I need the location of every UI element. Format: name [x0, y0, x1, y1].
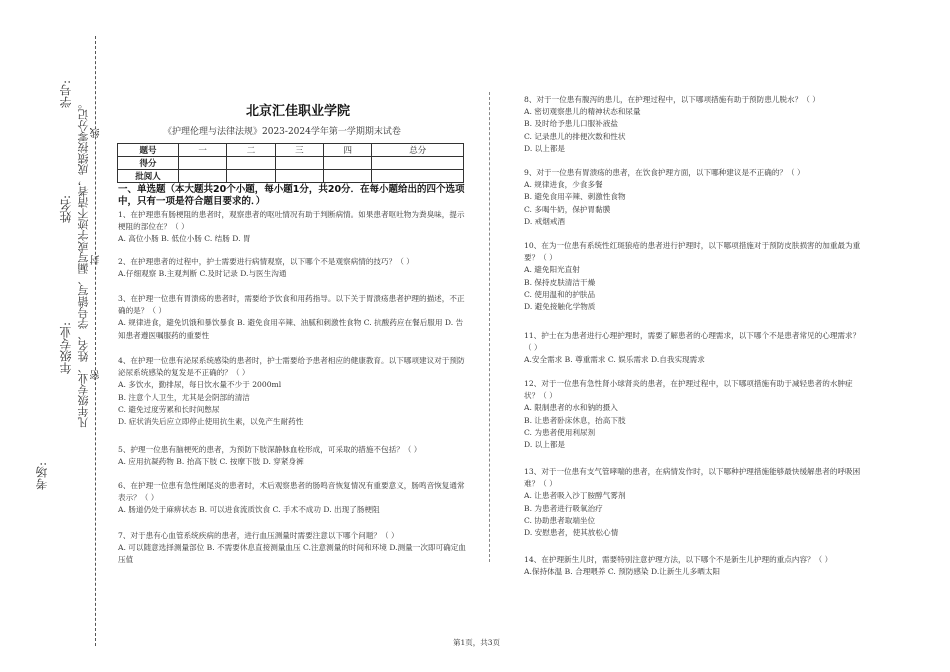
question — [118, 530, 468, 567]
binding-seal-mark: 封 — [91, 255, 102, 265]
question-option: B. 注意个人卫生，尤其是会阴部的清洁 — [118, 392, 250, 402]
question-option: C. 协助患者取端坐位 — [524, 515, 596, 525]
score-header-cell: 四 — [324, 144, 372, 157]
question — [118, 293, 468, 342]
question-option: A. 限制患者的水和钠的摄入 — [524, 403, 618, 413]
question — [524, 240, 864, 313]
score-header-cell: 总分 — [372, 144, 464, 157]
question — [118, 256, 468, 280]
question — [118, 480, 468, 517]
question-option: A. 让患者吸入沙丁胺醇气雾剂 — [524, 491, 626, 501]
question-stem: 7、对于患有心血管系统疾病的患者，进行血压测量时需要注意以下哪个问题？（ ） — [118, 531, 399, 540]
binding-margin — [0, 0, 110, 672]
score-cell — [275, 170, 323, 183]
question-stem: 14、在护理新生儿时，需要特别注意护理方法，以下哪个不是新生儿护理的重点内容？（ ） — [524, 555, 833, 564]
question-option: C. 避免过度劳累和长时间憋尿 — [118, 404, 220, 414]
score-table-header-row — [118, 144, 464, 157]
question-option: B. 及时给予患儿口服补液盐 — [524, 119, 618, 129]
question-stem: 11、护士在为患者进行心理护理时，需要了解患者的心理需求，以下哪个不是患者常见的心理需求？（ ） — [524, 331, 861, 353]
student-id-label: 学号: — [59, 80, 73, 109]
question — [524, 94, 864, 155]
question-option: B. 为患者进行吸氧治疗 — [524, 503, 603, 513]
grade-major-label: 年级专业: — [59, 322, 73, 375]
question-option: A. 应用抗凝药物 B. 抬高下肢 C. 按摩下肢 D. 穿紧身裤 — [118, 457, 304, 467]
score-header-cell: 二 — [227, 144, 275, 157]
question-option: C. 为患者使用利尿剂 — [524, 427, 596, 437]
score-cell — [372, 157, 464, 170]
question — [524, 466, 864, 539]
score-cell — [227, 157, 275, 170]
question-stem: 5、护理一位患有脑梗死的患者，为预防下肢深静脉血栓形成，可采取的措施不包括？（ ） — [118, 445, 422, 454]
question — [118, 444, 468, 468]
exam-site-label: 考场: — [35, 462, 49, 491]
question-option: A. 规律进食，少食多餐 — [524, 180, 603, 190]
question-stem: 1、在护理患有肠梗阻的患者时，观察患者的呕吐情况有助于判断病情。如果患者呕吐物为粪臭味，提示梗阻的部位在？（ ） — [118, 210, 465, 232]
question-option: D. 以上都是 — [524, 143, 566, 153]
score-row-label: 批阅人 — [118, 170, 179, 183]
question-stem: 6、在护理一位患有急性阑尾炎的患者时，术后观察患者的肠鸣音恢复情况有重要意义，肠鸣音恢复通常表示？（ ） — [118, 481, 465, 503]
page-footer: 第1页，共3页 — [453, 638, 501, 647]
exam-title: 《护理伦理与法律法规》2023-2024学年第一学期期末试卷 — [163, 127, 401, 137]
score-header-cell: 一 — [179, 144, 227, 157]
question-option: D. 安慰患者，使其放松心情 — [524, 528, 619, 538]
column-divider — [489, 92, 490, 562]
question — [524, 378, 864, 451]
binding-secret-mark: 密 — [91, 370, 102, 380]
question-option: D. 戒烟戒酒 — [524, 216, 566, 226]
question-option: A. 规律进食，避免饥饿和暴饮暴食 B. 避免食用辛辣、油腻和刺激性食物 C. 抗酸药应在餐后服用 D. 告知患者遵医嘱服药的重要性 — [118, 318, 464, 340]
question-stem: 4、在护理一位患有泌尿系统感染的患者时，护士需要给予患者相应的健康教育。以下哪项建议对于预防泌尿系统感染的复发是不正确的？（ ） — [118, 356, 465, 378]
question-option: A. 避免阳光直射 — [524, 265, 580, 275]
score-table-row — [118, 170, 464, 183]
question-option: A. 高位小肠 B. 低位小肠 C. 结肠 D. 胃 — [118, 234, 251, 244]
question-option: A. 肠道仍处于麻痹状态 B. 可以进食流质饮食 C. 手术不成功 D. 出现了肠梗阻 — [118, 505, 380, 515]
question-option: C. 使用温和的护肤品 — [524, 289, 596, 299]
question-option: B. 让患者卧床休息，抬高下肢 — [524, 415, 626, 425]
score-cell — [227, 170, 275, 183]
question-option: A.保持体温 B. 合理喂养 C. 预防感染 D.让新生儿多晒太阳 — [524, 567, 721, 577]
question-stem: 13、对于一位患有支气管哮喘的患者，在病情发作时，以下哪种护理措施能够最快缓解患者的呼吸困难？（ ） — [524, 467, 861, 489]
score-cell — [324, 170, 372, 183]
question-option: D. 以上都是 — [524, 440, 566, 450]
question-option: A.安全需求 B. 尊重需求 C. 娱乐需求 D.自我实现需求 — [524, 355, 705, 365]
score-cell — [275, 157, 323, 170]
question-option: B. 保持皮肤清洁干燥 — [524, 277, 596, 287]
question-stem: 10、在为一位患有系统性红斑狼疮的患者进行护理时，以下哪项措施对于预防皮肤损害的加重最为重要？（ ） — [524, 241, 861, 263]
question-option: D. 避免接触化学物质 — [524, 302, 596, 312]
question-stem: 8、对于一位患有腹泻的患儿，在护理过程中，以下哪项措施有助于预防患儿脱水？（ ） — [524, 95, 820, 104]
question — [524, 167, 864, 228]
score-header-cell: 题号 — [118, 144, 179, 157]
score-cell — [179, 157, 227, 170]
school-title: 北京汇佳职业学院 — [246, 104, 351, 119]
score-table-row — [118, 157, 464, 170]
question-option: C. 多喝牛奶，保护胃黏膜 — [524, 204, 611, 214]
score-cell — [324, 157, 372, 170]
question-option: A.仔细观察 B.主观判断 C.及时记录 D.与医生沟通 — [118, 269, 287, 279]
question-stem: 2、在护理患者的过程中，护士需要进行病情观察，以下哪个不是观察病情的技巧？（ ） — [118, 257, 414, 266]
question — [524, 554, 864, 578]
question-option: A. 密切观察患儿的精神状态和尿量 — [524, 107, 641, 117]
section-one-heading: 一、单选题（本大题共20个小题，每小题1分，共20分．在每小题给出的四个选项中，只有一项是符合题目要求的．） — [118, 184, 465, 207]
question-option: C. 记录患儿的排便次数和性状 — [524, 131, 626, 141]
score-table — [117, 143, 464, 183]
question — [118, 355, 468, 428]
question — [524, 330, 864, 367]
question-stem: 3、在护理一位患有胃溃疡的患者时，需要给予饮食和用药指导。以下关于胃溃疡患者护理的描述，不正确的是？（ ） — [118, 294, 465, 316]
question-option: A. 可以随意选择测量部位 B. 不需要休息直接测量血压 C.注意测量的时间和环境 D.测量一次即可确定血压值 — [118, 543, 466, 565]
score-row-label: 得分 — [118, 157, 179, 170]
binding-warning: 凡年级专业、姓名、学号错写、漏写或字迹不清者，成绩按零分记。 — [77, 98, 90, 428]
score-cell — [179, 170, 227, 183]
score-header-cell: 三 — [275, 144, 323, 157]
score-cell — [372, 170, 464, 183]
question-stem: 12、对于一位患有急性肾小球肾炎的患者，在护理过程中，以下哪项措施有助于减轻患者的水肿症状？（ ） — [524, 379, 853, 401]
binding-line-mark: 线 — [91, 128, 102, 138]
question-option: B. 避免食用辛辣、刺激性食物 — [524, 192, 626, 202]
question-stem: 9、对于一位患有胃溃疡的患者，在饮食护理方面，以下哪种建议是不正确的？（ ） — [524, 168, 805, 177]
question-option: D. 症状消失后应立即停止使用抗生素，以免产生耐药性 — [118, 417, 304, 427]
question — [118, 209, 468, 246]
name-label: 姓名: — [59, 195, 73, 224]
question-option: A. 多饮水，勤排尿，每日饮水量不少于 2000ml — [118, 380, 282, 390]
